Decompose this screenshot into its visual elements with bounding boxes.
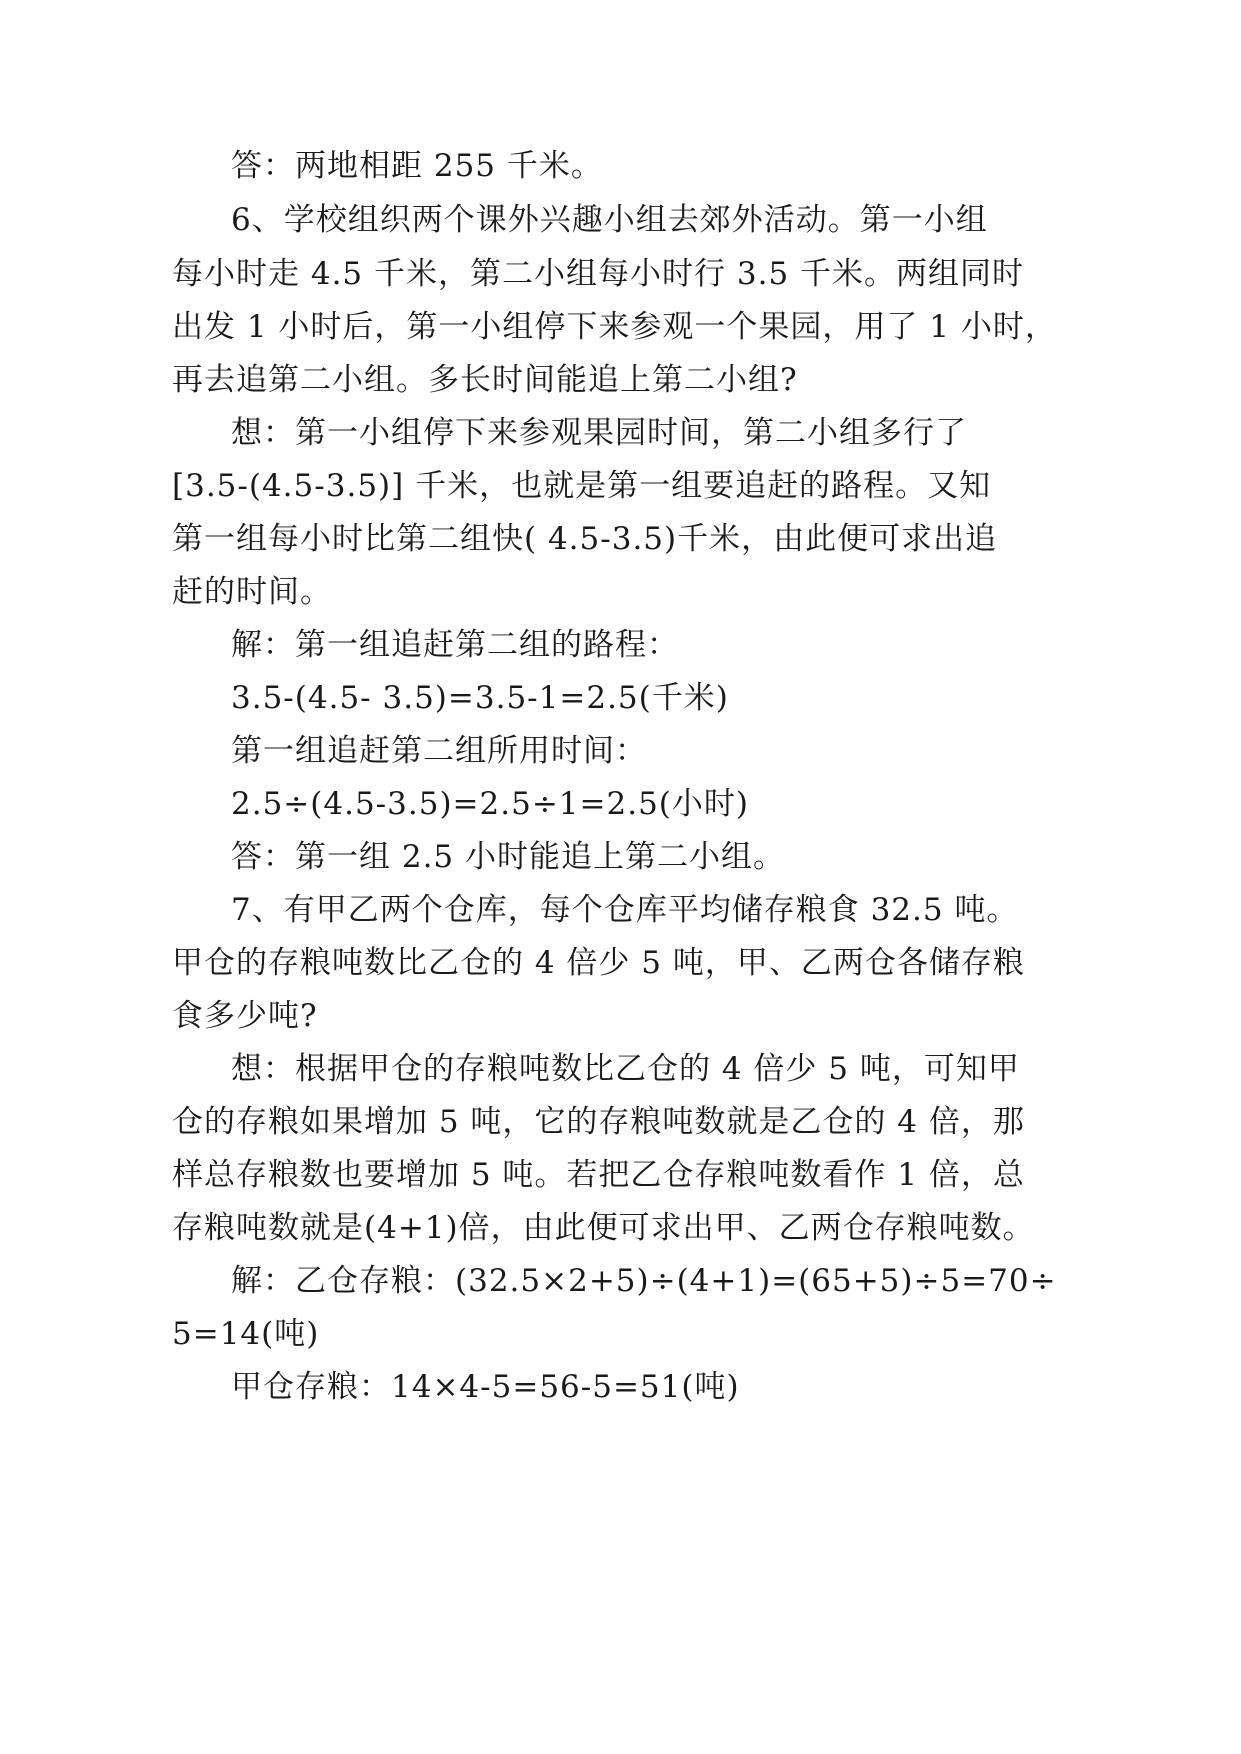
problem-6-line: 再去追第二小组。多长时间能追上第二小组?	[172, 362, 798, 398]
problem-7-line: 食多少吨?	[172, 998, 318, 1034]
problem-7-line: 7、有甲乙两个仓库，每个仓库平均储存粮食 32.5 吨。	[231, 892, 1019, 928]
thought-7-line: 样总存粮数也要增加 5 吨。若把乙仓存粮吨数看作 1 倍，总	[172, 1157, 1025, 1193]
thought-6-line: [3.5-(4.5-3.5)] 千米，也就是第一组要追赶的路程。又知	[172, 468, 992, 504]
solution-7-line: 5=14(吨)	[172, 1316, 320, 1352]
thought-7-line: 仓的存粮如果增加 5 吨，它的存粮吨数就是乙仓的 4 倍，那	[172, 1104, 1025, 1140]
solution-7-line: 解：乙仓存粮：(32.5×2+5)÷(4+1)=(65+5)÷5=70÷	[231, 1263, 1057, 1299]
thought-6-line: 第一组每小时比第二组快( 4.5-3.5)千米，由此便可求出追	[172, 521, 998, 557]
thought-6-line: 想：第一小组停下来参观果园时间，第二小组多行了	[231, 415, 967, 451]
equation-line: 3.5-(4.5- 3.5)=3.5-1=2.5(千米)	[231, 680, 729, 716]
solution-6-line: 解：第一组追赶第二组的路程：	[231, 627, 679, 663]
answer-line: 答：第一组 2.5 小时能追上第二小组。	[231, 839, 786, 875]
equation-line: 2.5÷(4.5-3.5)=2.5÷1=2.5(小时)	[231, 786, 749, 822]
thought-7-line: 想：根据甲仓的存粮吨数比乙仓的 4 倍少 5 吨，可知甲	[231, 1051, 1020, 1087]
problem-6-line: 出发 1 小时后，第一小组停下来参观一个果园，用了 1 小时，	[172, 309, 1057, 345]
thought-6-line: 赶的时间。	[172, 574, 332, 610]
solution-6-line: 第一组追赶第二组所用时间：	[231, 733, 647, 769]
problem-6-line: 6、学校组织两个课外兴趣小组去郊外活动。第一小组	[231, 202, 988, 238]
problem-7-line: 甲仓的存粮吨数比乙仓的 4 倍少 5 吨，甲、乙两仓各储存粮	[172, 945, 1025, 981]
solution-7-line: 甲仓存粮：14×4-5=56-5=51(吨)	[231, 1369, 740, 1405]
thought-7-line: 存粮吨数就是(4+1)倍，由此便可求出甲、乙两仓存粮吨数。	[172, 1210, 1035, 1246]
problem-6-line: 每小时走 4.5 千米，第二小组每小时行 3.5 千米。两组同时	[172, 256, 1025, 292]
answer-line: 答：两地相距 255 千米。	[231, 148, 603, 184]
